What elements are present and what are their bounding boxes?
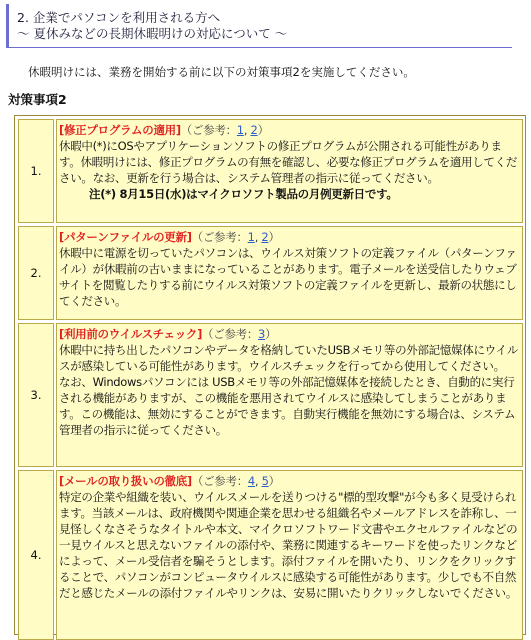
measure-content: [56, 119, 523, 223]
measure-number: 1.: [18, 119, 54, 223]
measure-body: 特定の企業や組織を装い、ウイルスメールを送りつける"標的型攻撃"が今も多く見受けられます。当該メールは、政府機関や関連企業を思わせる組織名やメールアドレスを詐称し、一見怪しくなさそうなタイトルや本文、マイクロソフトワード文書やエクセルファイルなどの一見ウイルスと思えないファイルの添付や、業務に関連するキーワードを使ったリンクなどによって、メール受信者を騙そうとします。添付ファイルを開いたり、リンクをクリックすることで、パソコンがコンピュータウイルスに感染する可能性があります。少しでも不自然だと感じたメールの添付ファイルやリンクは、安易に開いたりクリックしないでください。: [59, 490, 518, 600]
measure-content: [56, 226, 523, 320]
reference: （ご参考：1, 2）: [191, 230, 280, 244]
section-header: [6, 4, 512, 48]
measure-number: 2.: [18, 226, 54, 320]
measure-title: [メールの取り扱いの徹底]: [59, 474, 192, 488]
section-subtitle: ～ 夏休みなどの長期休暇明けの対応について ～: [17, 26, 288, 41]
measure-title: [パターンファイルの更新]: [59, 230, 192, 244]
measures-table: [14, 115, 526, 635]
measure-row: [18, 119, 523, 223]
reference-link[interactable]: 3: [258, 327, 266, 341]
reference-link[interactable]: 2: [250, 123, 258, 137]
reference-link[interactable]: 1: [236, 123, 244, 137]
measure-content: [56, 470, 523, 640]
intro-text: 休暇明けには、業務を開始する前に以下の対策事項2を実施してください。: [28, 65, 415, 79]
measure-title: [利用前のウイルスチェック]: [59, 327, 203, 341]
reference: （ご参考：3）: [202, 327, 277, 341]
section-title: 2. 企業でパソコンを利用される方へ: [17, 10, 221, 25]
measure-body-note: なお、Windowsパソコンには USBメモリ等の外部記憶媒体を接続したとき、自動的に実行される機能がありますが、この機能を悪用されてウイルスに感染してしまうことがあります。この機能は、無効にすることができます。自動実行機能を無効にする場合は、システム管理者の指示に従ってください。: [59, 375, 516, 437]
measure-row: [18, 226, 523, 320]
reference-link[interactable]: 1: [247, 230, 255, 244]
reference-link[interactable]: 4: [247, 474, 255, 488]
reference-link[interactable]: 5: [261, 474, 269, 488]
measure-number: 4.: [18, 470, 54, 640]
measure-body: 休暇中に持ち出したパソコンやデータを格納していたUSBメモリ等の外部記憶媒体にウイルスが感染している可能性があります。ウイルスチェックを行ってから使用してください。: [59, 343, 518, 373]
measures-heading: 対策事項2: [8, 92, 67, 107]
measure-content: [56, 323, 523, 467]
measure-body: 休暇中に電源を切っていたパソコンは、ウイルス対策ソフトの定義ファイル（パターンファイル）が休暇前の古いままになっていることがあります。電子メールを送受信したりウェブサイトを閲覧したりする前にウイルス対策ソフトの定義ファイルを更新し、最新の状態にしてください。: [59, 246, 517, 308]
measure-title: [修正プログラムの適用]: [59, 123, 181, 137]
measure-number: 3.: [18, 323, 54, 467]
reference: （ご参考：4, 5）: [191, 474, 280, 488]
measure-row: [18, 323, 523, 467]
reference-link[interactable]: 2: [261, 230, 269, 244]
measure-row: [18, 470, 523, 640]
measure-body: 休暇中(*)にOSやアプリケーションソフトの修正プログラムが公開される可能性があります。休暇明けには、修正プログラムの有無を確認し、必要な修正プログラムを適用してください。なお、更新を行う場合は、システム管理者の指示に従ってください。: [59, 139, 518, 185]
reference: （ご参考：1, 2）: [180, 123, 269, 137]
measure-note: 注(*) 8月15日(水)はマイクロソフト製品の月例更新日です。: [89, 187, 398, 201]
